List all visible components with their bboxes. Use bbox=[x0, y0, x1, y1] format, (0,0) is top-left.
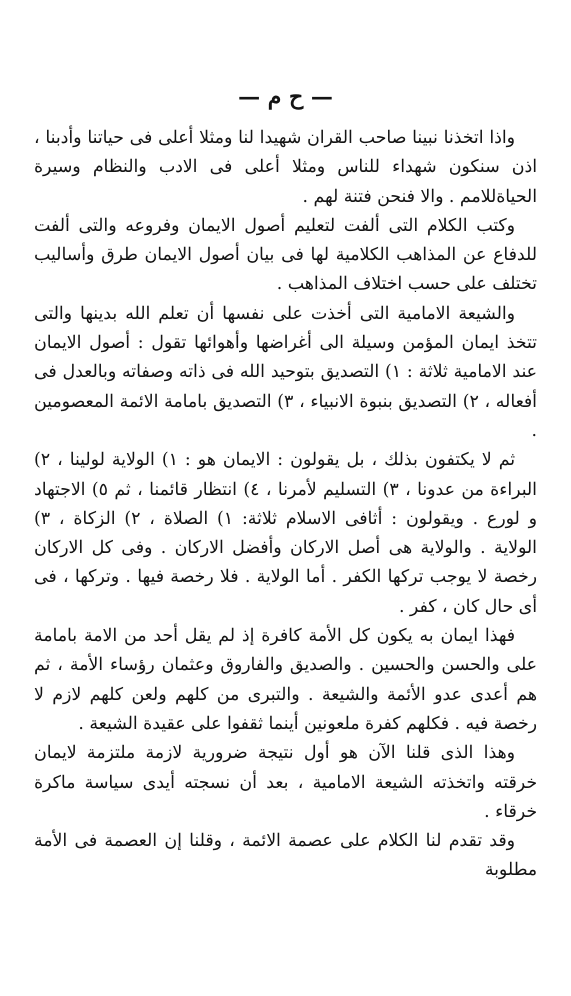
paragraph-3: والشيعة الامامية التى أخذت على نفسها أن تعلم الله بدينها والتى تتخذ ايمان المؤمن وسيلة الى أغراضها وأهوائها تقول : أصول الايمان عند الامامية ثلاثة : ١) التصديق بتوحيد الله فى ذاته وصفاته وبالعدل فى أفعاله ، ٢) التصديق بنبوة الانبياء ، ٣) التصديق بامامة الائمة المعصومين . bbox=[34, 303, 537, 441]
page-number: — ح م — bbox=[238, 84, 333, 110]
paragraph-1: واذا اتخذنا نبينا صاحب القران شهيدا لنا ومثلا أعلى فى حياتنا وأدبنا ، اذن سنكون شهداء للناس ومثلا أعلى فى الادب والنظام وسيرة الحياةللامم . والا فنحن فتنة لهم . bbox=[34, 128, 537, 207]
paragraph-5: فهذا ايمان به يكون كل الأمة كافرة إذ لم يقل أحد من الامة بامامة على والحسن والحسين . والصديق والفاروق وعثمان رؤساء الأمة ، ثم هم أعدى عدو الأئمة والشيعة . والتبرى من كلهم ولعن كلهم لازم لا رخصة فيه . فكلهم كفرة ملعونين أينما ثقفوا على عقيدة الشيعة . bbox=[34, 626, 537, 734]
paragraph-6: وهذا الذى قلنا الآن هو أول نتيجة ضرورية لازمة ملتزمة لايمان خرقته واتخذته الشيعة الامامية ، بعد أن نسجته أيدى سياسة ماكرة خرقاء . bbox=[34, 743, 537, 822]
paragraph-7: وقد تقدم لنا الكلام على عصمة الائمة ، وقلنا إن العصمة فى الأمة مطلوبة bbox=[34, 831, 537, 881]
paragraph-2: وكتب الكلام التى ألفت لتعليم أصول الايمان وفروعه والتى ألفت للدفاع عن المذاهب الكلامية لها فى بيان أصول الايمان طرق وأساليب تختلف على حسب اختلاف المذاهب . bbox=[34, 215, 537, 295]
paragraph-4: ثم لا يكتفون بذلك ، بل يقولون : الايمان هو : ١) الولاية لولينا ، ٢) البراءة من عدونا ، ٣) التسليم لأمرنا ، ٤) انتظار قائمنا ، ثم ٥) الاجتهاد و لورع . ويقولون : أثافى الاسلام ثلاثة: ١) الصلاة ، ٢) الزكاة ، ٣) الولاية . والولاية هى أصل الاركان وأفضل الاركان . وفى كل الاركان رخصة لا يوجب تركها الكفر . أما الولاية . فلا رخصة فيها . وتركها ، فى أى حال كان ، كفر . bbox=[34, 450, 538, 617]
body-text bbox=[34, 124, 537, 886]
